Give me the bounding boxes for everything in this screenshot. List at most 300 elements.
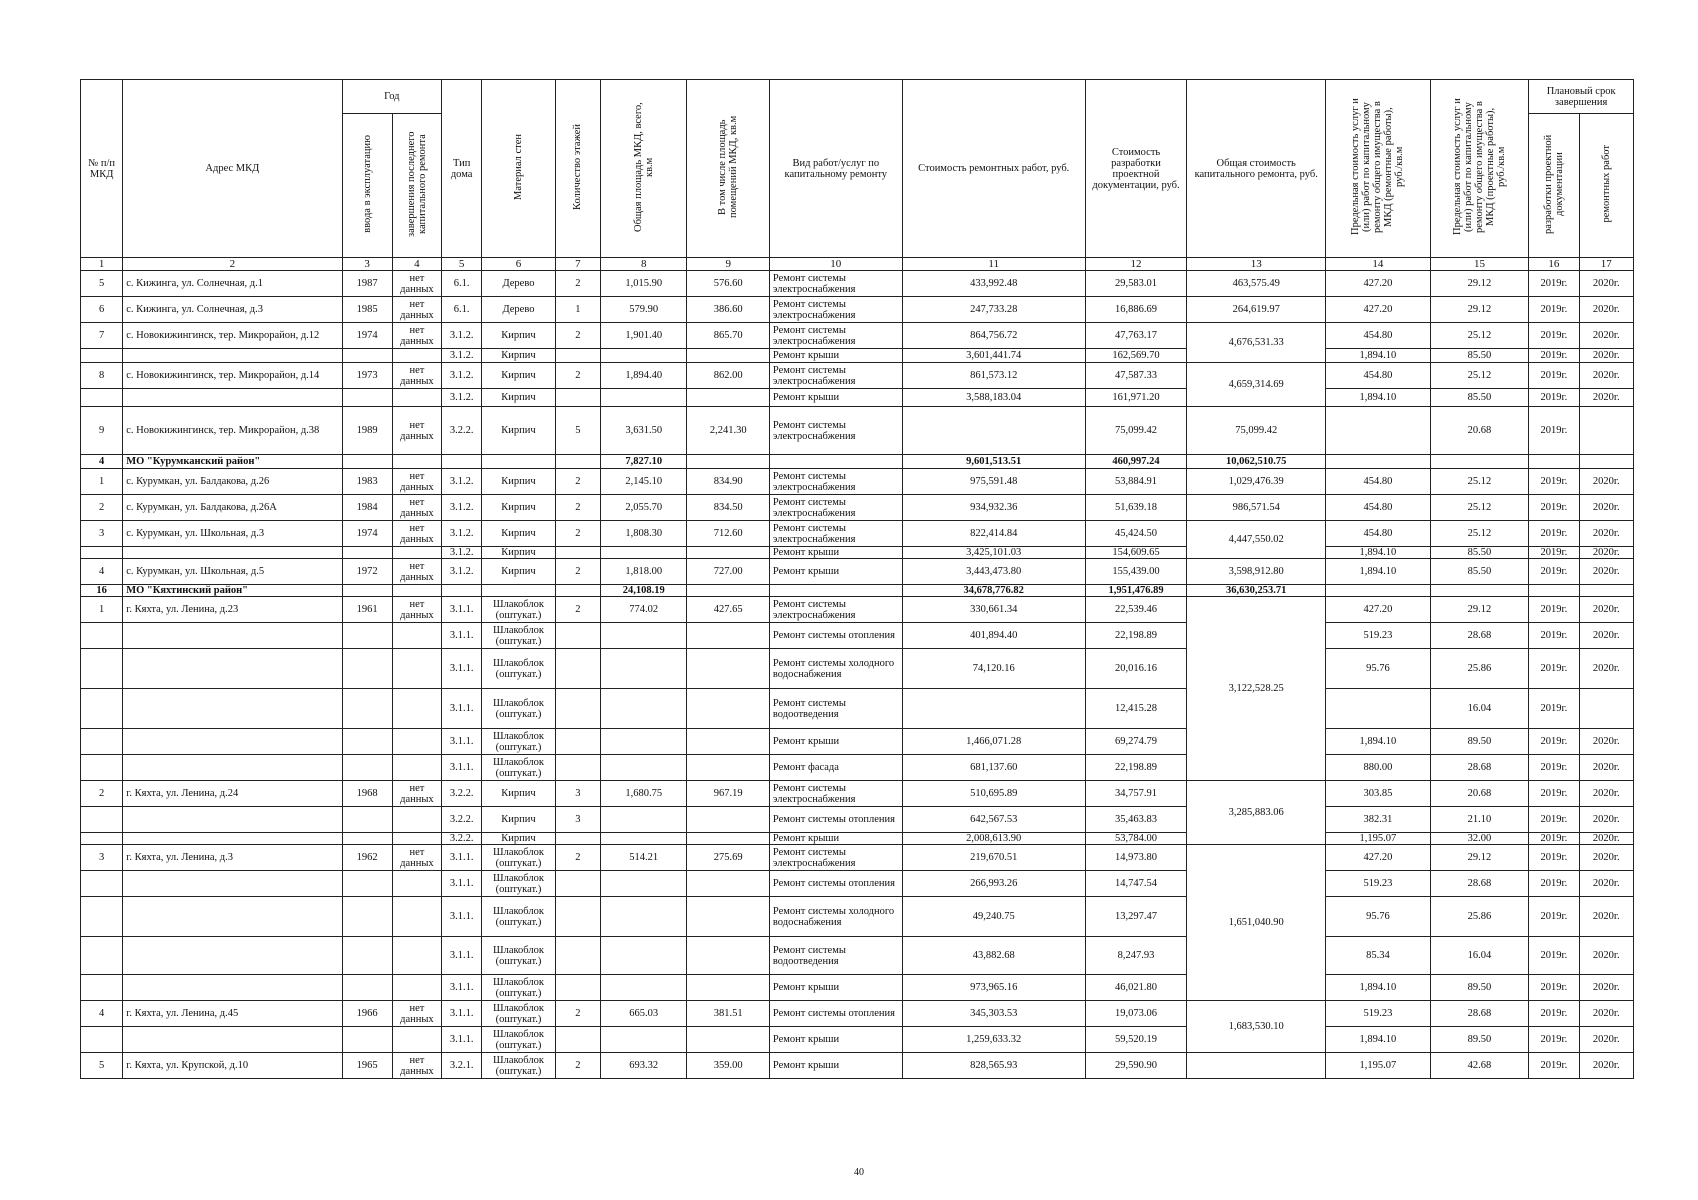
limit-design-cell: 29.12	[1430, 597, 1529, 623]
house-type-cell	[442, 455, 482, 469]
plan-design-cell: 2019г.	[1529, 897, 1579, 937]
plan-repair-cell: 2020г.	[1579, 1027, 1633, 1053]
house-type-cell: 3.1.1.	[442, 755, 482, 781]
design-cost-cell: 8,247.93	[1085, 937, 1187, 975]
limit-design-cell: 21.10	[1430, 807, 1529, 833]
header-limit-repair-text: Предельная стоимость услуг и (или) работ по капитальному ремонту общего имущества в МКД (ремонтные работы), руб./кв.м	[1350, 98, 1406, 236]
plan-design-cell: 2019г.	[1529, 623, 1579, 649]
header-house-type: Тип дома	[442, 80, 482, 258]
limit-repair-cell: 519.23	[1326, 871, 1431, 897]
wall-material-cell: Кирпич	[482, 521, 555, 547]
table-row	[81, 833, 1634, 845]
floors-cell	[555, 547, 600, 559]
header-year-commission-text: ввода в эксплуатацию	[361, 135, 373, 233]
limit-repair-cell: 519.23	[1326, 623, 1431, 649]
wall-material-cell: Шлакоблок (оштукат.)	[482, 597, 555, 623]
repair-cost-cell: 43,882.68	[902, 937, 1085, 975]
repair-cost-cell: 822,414.84	[902, 521, 1085, 547]
column-number: 17	[1579, 258, 1633, 271]
year-last-repair-cell	[392, 729, 441, 755]
premises-area-cell	[687, 833, 769, 845]
year-commission-cell	[342, 937, 392, 975]
row-number: 7	[81, 323, 123, 349]
address-cell	[123, 689, 342, 729]
year-commission-cell: 1985	[342, 297, 392, 323]
limit-design-cell: 25.86	[1430, 649, 1529, 689]
total-area-cell	[600, 649, 687, 689]
work-type-cell	[769, 455, 902, 469]
limit-repair-cell: 1,894.10	[1326, 729, 1431, 755]
premises-area-cell: 834.90	[687, 469, 769, 495]
design-cost-cell: 29,590.90	[1085, 1053, 1187, 1079]
plan-design-cell: 2019г.	[1529, 937, 1579, 975]
house-type-cell: 3.1.1.	[442, 845, 482, 871]
address-cell: МО "Курумканский район"	[123, 455, 342, 469]
design-cost-cell: 59,520.19	[1085, 1027, 1187, 1053]
year-last-repair-cell	[392, 623, 441, 649]
plan-design-cell: 2019г.	[1529, 845, 1579, 871]
work-type-cell: Ремонт крыши	[769, 349, 902, 363]
limit-repair-cell: 427.20	[1326, 597, 1431, 623]
premises-area-cell: 727.00	[687, 559, 769, 585]
floors-cell	[555, 975, 600, 1001]
table-row	[81, 897, 1634, 937]
wall-material-cell: Шлакоблок (оштукат.)	[482, 845, 555, 871]
total-area-cell	[600, 547, 687, 559]
header-work-type: Вид работ/услуг по капитальному ремонту	[769, 80, 902, 258]
address-cell: с. Кижинга, ул. Солнечная, д.1	[123, 271, 342, 297]
house-type-cell: 3.1.1.	[442, 975, 482, 1001]
limit-design-cell: 42.68	[1430, 1053, 1529, 1079]
table-row	[81, 271, 1634, 297]
year-last-repair-cell	[392, 349, 441, 363]
header-total-cost: Общая стоимость капитального ремонта, руб.	[1187, 80, 1326, 258]
year-commission-cell: 1989	[342, 407, 392, 455]
work-type-cell: Ремонт системы водоотведения	[769, 689, 902, 729]
wall-material-cell: Кирпич	[482, 363, 555, 389]
total-cost-cell: 463,575.49	[1187, 271, 1326, 297]
floors-cell: 2	[555, 271, 600, 297]
wall-material-cell: Кирпич	[482, 833, 555, 845]
floors-cell: 2	[555, 495, 600, 521]
repair-cost-cell: 973,965.16	[902, 975, 1085, 1001]
premises-area-cell	[687, 937, 769, 975]
work-type-cell: Ремонт системы отопления	[769, 807, 902, 833]
plan-design-cell: 2019г.	[1529, 469, 1579, 495]
address-cell: с. Новокижингинск, тер. Микрорайон, д.14	[123, 363, 342, 389]
design-cost-cell: 35,463.83	[1085, 807, 1187, 833]
floors-cell	[555, 897, 600, 937]
house-type-cell: 3.1.2.	[442, 323, 482, 349]
year-commission-cell	[342, 547, 392, 559]
limit-design-cell: 85.50	[1430, 547, 1529, 559]
plan-design-cell: 2019г.	[1529, 833, 1579, 845]
total-cost-cell: 36,630,253.71	[1187, 585, 1326, 597]
design-cost-cell: 19,073.06	[1085, 1001, 1187, 1027]
year-commission-cell	[342, 807, 392, 833]
row-number	[81, 807, 123, 833]
table-row	[81, 349, 1634, 363]
wall-material-cell	[482, 455, 555, 469]
repair-cost-cell: 642,567.53	[902, 807, 1085, 833]
floors-cell: 2	[555, 521, 600, 547]
plan-design-cell: 2019г.	[1529, 1027, 1579, 1053]
limit-design-cell: 89.50	[1430, 729, 1529, 755]
total-area-cell: 1,680.75	[600, 781, 687, 807]
address-cell: МО "Кяхтинский район"	[123, 585, 342, 597]
year-last-repair-cell: нет данных	[392, 407, 441, 455]
year-commission-cell	[342, 389, 392, 407]
table-body	[81, 258, 1634, 1079]
row-number	[81, 729, 123, 755]
design-cost-cell: 1,951,476.89	[1085, 585, 1187, 597]
plan-repair-cell: 2020г.	[1579, 937, 1633, 975]
header-address: Адрес МКД	[123, 80, 342, 258]
plan-repair-cell: 2020г.	[1579, 271, 1633, 297]
work-type-cell: Ремонт крыши	[769, 1053, 902, 1079]
column-number: 10	[769, 258, 902, 271]
row-number	[81, 349, 123, 363]
wall-material-cell: Шлакоблок (оштукат.)	[482, 937, 555, 975]
header-num: № п/п МКД	[81, 80, 123, 258]
total-area-cell	[600, 755, 687, 781]
wall-material-cell: Кирпич	[482, 781, 555, 807]
repair-cost-cell: 49,240.75	[902, 897, 1085, 937]
total-cost-cell: 3,122,528.25	[1187, 597, 1326, 781]
house-type-cell: 3.1.1.	[442, 597, 482, 623]
limit-repair-cell: 95.76	[1326, 649, 1431, 689]
row-number: 2	[81, 495, 123, 521]
year-commission-cell	[342, 871, 392, 897]
header-total-area	[600, 80, 687, 258]
plan-repair-cell: 2020г.	[1579, 649, 1633, 689]
address-cell: с. Курумкан, ул. Школьная, д.5	[123, 559, 342, 585]
wall-material-cell: Кирпич	[482, 323, 555, 349]
repair-cost-cell: 219,670.51	[902, 845, 1085, 871]
header-year: Год	[342, 80, 442, 114]
total-area-cell	[600, 897, 687, 937]
year-commission-cell	[342, 755, 392, 781]
limit-repair-cell	[1326, 455, 1431, 469]
premises-area-cell	[687, 729, 769, 755]
limit-repair-cell	[1326, 407, 1431, 455]
premises-area-cell: 834.50	[687, 495, 769, 521]
limit-design-cell	[1430, 455, 1529, 469]
column-number: 2	[123, 258, 342, 271]
wall-material-cell: Кирпич	[482, 349, 555, 363]
plan-repair-cell: 2020г.	[1579, 845, 1633, 871]
address-cell: г. Кяхта, ул. Ленина, д.3	[123, 845, 342, 871]
table-row	[81, 469, 1634, 495]
repair-cost-cell	[902, 407, 1085, 455]
work-type-cell: Ремонт системы электроснабжения	[769, 781, 902, 807]
wall-material-cell: Шлакоблок (оштукат.)	[482, 1053, 555, 1079]
floors-cell	[555, 729, 600, 755]
repair-cost-cell: 401,894.40	[902, 623, 1085, 649]
total-area-cell: 1,901.40	[600, 323, 687, 349]
row-number: 4	[81, 455, 123, 469]
address-cell	[123, 975, 342, 1001]
repair-cost-cell: 34,678,776.82	[902, 585, 1085, 597]
column-number: 11	[902, 258, 1085, 271]
district-summary-row	[81, 585, 1634, 597]
year-last-repair-cell: нет данных	[392, 297, 441, 323]
plan-repair-cell: 2020г.	[1579, 323, 1633, 349]
floors-cell: 2	[555, 1053, 600, 1079]
floors-cell: 2	[555, 469, 600, 495]
year-last-repair-cell	[392, 897, 441, 937]
floors-cell	[555, 585, 600, 597]
limit-repair-cell: 303.85	[1326, 781, 1431, 807]
plan-repair-cell: 2020г.	[1579, 469, 1633, 495]
header-plan-design-text: разработки проектной документации	[1542, 134, 1565, 234]
design-cost-cell: 162,569.70	[1085, 349, 1187, 363]
total-area-cell	[600, 349, 687, 363]
plan-design-cell: 2019г.	[1529, 689, 1579, 729]
plan-repair-cell: 2020г.	[1579, 521, 1633, 547]
floors-cell: 2	[555, 597, 600, 623]
year-commission-cell: 1983	[342, 469, 392, 495]
table-row	[81, 597, 1634, 623]
plan-repair-cell: 2020г.	[1579, 807, 1633, 833]
floors-cell	[555, 689, 600, 729]
house-type-cell: 3.1.1.	[442, 649, 482, 689]
plan-repair-cell: 2020г.	[1579, 897, 1633, 937]
floors-cell	[555, 871, 600, 897]
total-area-cell: 579.90	[600, 297, 687, 323]
plan-repair-cell	[1579, 455, 1633, 469]
limit-design-cell: 25.12	[1430, 495, 1529, 521]
work-type-cell: Ремонт крыши	[769, 389, 902, 407]
work-type-cell: Ремонт фасада	[769, 755, 902, 781]
repair-cost-cell: 3,588,183.04	[902, 389, 1085, 407]
address-cell: с. Курумкан, ул. Балдакова, д.26А	[123, 495, 342, 521]
year-last-repair-cell: нет данных	[392, 521, 441, 547]
year-commission-cell	[342, 585, 392, 597]
premises-area-cell	[687, 871, 769, 897]
plan-design-cell: 2019г.	[1529, 649, 1579, 689]
limit-repair-cell: 1,894.10	[1326, 349, 1431, 363]
table-row	[81, 871, 1634, 897]
repair-cost-cell	[902, 689, 1085, 729]
wall-material-cell: Шлакоблок (оштукат.)	[482, 729, 555, 755]
column-number: 14	[1326, 258, 1431, 271]
premises-area-cell	[687, 455, 769, 469]
limit-repair-cell: 454.80	[1326, 495, 1431, 521]
total-cost-cell: 264,619.97	[1187, 297, 1326, 323]
total-cost-cell: 10,062,510.75	[1187, 455, 1326, 469]
house-type-cell: 3.1.2.	[442, 349, 482, 363]
total-area-cell: 514.21	[600, 845, 687, 871]
total-area-cell	[600, 975, 687, 1001]
year-commission-cell: 1972	[342, 559, 392, 585]
row-number: 9	[81, 407, 123, 455]
total-area-cell: 665.03	[600, 1001, 687, 1027]
limit-design-cell: 89.50	[1430, 1027, 1529, 1053]
total-area-cell	[600, 1027, 687, 1053]
row-number: 3	[81, 845, 123, 871]
premises-area-cell: 712.60	[687, 521, 769, 547]
row-number	[81, 871, 123, 897]
work-type-cell: Ремонт системы водоотведения	[769, 937, 902, 975]
total-area-cell: 7,827.10	[600, 455, 687, 469]
wall-material-cell: Шлакоблок (оштукат.)	[482, 1027, 555, 1053]
total-area-cell: 2,055.70	[600, 495, 687, 521]
house-type-cell: 3.1.1.	[442, 689, 482, 729]
table-row	[81, 363, 1634, 389]
header-plan-repair	[1579, 114, 1633, 258]
plan-design-cell: 2019г.	[1529, 389, 1579, 407]
premises-area-cell: 427.65	[687, 597, 769, 623]
address-cell	[123, 871, 342, 897]
repair-cost-cell: 828,565.93	[902, 1053, 1085, 1079]
row-number: 2	[81, 781, 123, 807]
work-type-cell	[769, 585, 902, 597]
row-number: 6	[81, 297, 123, 323]
work-type-cell: Ремонт системы электроснабжения	[769, 363, 902, 389]
limit-repair-cell: 454.80	[1326, 469, 1431, 495]
plan-design-cell: 2019г.	[1529, 363, 1579, 389]
page-number: 40	[854, 1167, 864, 1178]
limit-design-cell: 29.12	[1430, 271, 1529, 297]
total-area-cell: 1,808.30	[600, 521, 687, 547]
year-last-repair-cell	[392, 455, 441, 469]
address-cell	[123, 547, 342, 559]
address-cell	[123, 623, 342, 649]
plan-repair-cell: 2020г.	[1579, 1053, 1633, 1079]
total-area-cell	[600, 729, 687, 755]
design-cost-cell: 154,609.65	[1085, 547, 1187, 559]
header-plan-deadline: Плановый срок завершения	[1529, 80, 1634, 114]
year-commission-cell: 1968	[342, 781, 392, 807]
repair-cost-cell: 330,661.34	[902, 597, 1085, 623]
wall-material-cell: Кирпич	[482, 559, 555, 585]
design-cost-cell: 47,763.17	[1085, 323, 1187, 349]
work-type-cell: Ремонт крыши	[769, 547, 902, 559]
address-cell	[123, 349, 342, 363]
total-cost-cell: 3,598,912.80	[1187, 559, 1326, 585]
plan-repair-cell: 2020г.	[1579, 495, 1633, 521]
limit-repair-cell: 1,195.07	[1326, 833, 1431, 845]
limit-design-cell: 20.68	[1430, 407, 1529, 455]
total-area-cell: 2,145.10	[600, 469, 687, 495]
total-area-cell: 1,015.90	[600, 271, 687, 297]
plan-design-cell	[1529, 455, 1579, 469]
premises-area-cell: 576.60	[687, 271, 769, 297]
work-type-cell: Ремонт системы отопления	[769, 623, 902, 649]
total-cost-cell: 986,571.54	[1187, 495, 1326, 521]
design-cost-cell: 47,587.33	[1085, 363, 1187, 389]
header-limit-design-text: Предельная стоимость услуг и (или) работ по капитальному ремонту общего имущества в МКД (проектные работы), руб./кв.м	[1451, 98, 1507, 236]
header-plan-repair-text: ремонтных работ	[1600, 145, 1612, 223]
limit-design-cell: 16.04	[1430, 689, 1529, 729]
repair-cost-cell: 861,573.12	[902, 363, 1085, 389]
premises-area-cell: 359.00	[687, 1053, 769, 1079]
column-number: 7	[555, 258, 600, 271]
house-type-cell: 3.2.2.	[442, 807, 482, 833]
house-type-cell: 3.1.1.	[442, 937, 482, 975]
work-type-cell: Ремонт системы электроснабжения	[769, 323, 902, 349]
wall-material-cell	[482, 585, 555, 597]
design-cost-cell: 460,997.24	[1085, 455, 1187, 469]
limit-repair-cell: 1,894.10	[1326, 975, 1431, 1001]
year-commission-cell	[342, 649, 392, 689]
year-last-repair-cell: нет данных	[392, 495, 441, 521]
limit-design-cell	[1430, 585, 1529, 597]
limit-repair-cell: 427.20	[1326, 297, 1431, 323]
house-type-cell: 3.2.2.	[442, 407, 482, 455]
total-area-cell	[600, 623, 687, 649]
house-type-cell: 3.1.2.	[442, 547, 482, 559]
address-cell: с. Курумкан, ул. Школьная, д.3	[123, 521, 342, 547]
repair-cost-cell: 1,466,071.28	[902, 729, 1085, 755]
work-type-cell: Ремонт системы электроснабжения	[769, 597, 902, 623]
house-type-cell: 3.1.2.	[442, 469, 482, 495]
design-cost-cell: 29,583.01	[1085, 271, 1187, 297]
house-type-cell: 3.1.2.	[442, 559, 482, 585]
address-cell	[123, 729, 342, 755]
house-type-cell: 3.1.1.	[442, 623, 482, 649]
limit-design-cell: 28.68	[1430, 755, 1529, 781]
plan-repair-cell: 2020г.	[1579, 781, 1633, 807]
total-area-cell	[600, 833, 687, 845]
row-number: 3	[81, 521, 123, 547]
plan-repair-cell: 2020г.	[1579, 975, 1633, 1001]
table-row	[81, 1001, 1634, 1027]
house-type-cell: 3.1.1.	[442, 1001, 482, 1027]
year-last-repair-cell: нет данных	[392, 1001, 441, 1027]
design-cost-cell: 75,099.42	[1085, 407, 1187, 455]
table-row	[81, 623, 1634, 649]
year-last-repair-cell	[392, 871, 441, 897]
year-last-repair-cell	[392, 389, 441, 407]
year-commission-cell	[342, 975, 392, 1001]
address-cell: г. Кяхта, ул. Ленина, д.23	[123, 597, 342, 623]
year-last-repair-cell: нет данных	[392, 597, 441, 623]
year-last-repair-cell: нет данных	[392, 781, 441, 807]
work-type-cell: Ремонт системы электроснабжения	[769, 495, 902, 521]
design-cost-cell: 53,884.91	[1085, 469, 1187, 495]
work-type-cell: Ремонт системы электроснабжения	[769, 521, 902, 547]
plan-repair-cell: 2020г.	[1579, 1001, 1633, 1027]
header-premises-area	[687, 80, 769, 258]
limit-design-cell: 28.68	[1430, 623, 1529, 649]
row-number: 4	[81, 559, 123, 585]
design-cost-cell: 161,971.20	[1085, 389, 1187, 407]
table-row	[81, 649, 1634, 689]
header-plan-design	[1529, 114, 1579, 258]
row-number	[81, 975, 123, 1001]
column-number: 5	[442, 258, 482, 271]
wall-material-cell: Шлакоблок (оштукат.)	[482, 689, 555, 729]
table-row	[81, 521, 1634, 547]
work-type-cell: Ремонт системы электроснабжения	[769, 297, 902, 323]
plan-repair-cell: 2020г.	[1579, 297, 1633, 323]
floors-cell: 1	[555, 297, 600, 323]
year-commission-cell	[342, 455, 392, 469]
year-last-repair-cell: нет данных	[392, 271, 441, 297]
header-limit-design	[1430, 80, 1529, 258]
limit-repair-cell	[1326, 689, 1431, 729]
repair-cost-cell: 3,443,473.80	[902, 559, 1085, 585]
house-type-cell: 3.2.1.	[442, 1053, 482, 1079]
column-number: 16	[1529, 258, 1579, 271]
floors-cell: 2	[555, 845, 600, 871]
floors-cell	[555, 1027, 600, 1053]
premises-area-cell: 275.69	[687, 845, 769, 871]
limit-design-cell: 85.50	[1430, 389, 1529, 407]
design-cost-cell: 45,424.50	[1085, 521, 1187, 547]
